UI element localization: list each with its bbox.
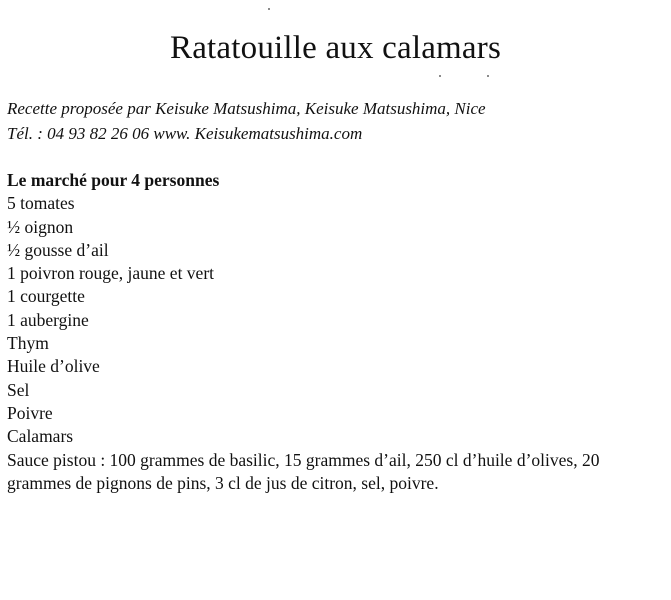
ingredient-item: 1 aubergine xyxy=(7,309,89,330)
scan-speck xyxy=(487,75,489,77)
ingredient-item: ½ gousse d’ail xyxy=(7,239,109,260)
ingredient-item: 1 courgette xyxy=(7,286,85,307)
recipe-title: Ratatouille aux calamars xyxy=(170,30,501,66)
ingredient-item: Sel xyxy=(7,379,30,400)
ingredients-heading: Le marché pour 4 personnes xyxy=(7,170,220,190)
scan-speck xyxy=(439,75,441,77)
ingredients-list xyxy=(7,192,657,495)
scan-speck xyxy=(268,8,270,10)
ingredient-item: 5 tomates xyxy=(7,193,75,214)
ingredient-item: 1 poivron rouge, jaune et vert xyxy=(7,263,215,284)
recipe-credit xyxy=(7,96,486,146)
ingredient-item: Calamars xyxy=(7,426,74,447)
ingredient-item: Poivre xyxy=(7,402,53,423)
ingredient-item: Thym xyxy=(7,333,49,354)
ingredient-item: Huile d’olive xyxy=(7,356,100,377)
ingredient-item: ½ oignon xyxy=(7,216,74,237)
credit-author-line: Recette proposée par Keisuke Matsushima, Keisuke Matsushima, Nice xyxy=(7,99,486,118)
ingredients-section xyxy=(7,169,657,495)
sauce-pistou-item: Sauce pistou : 100 grammes de basilic, 15 grammes d’ail, 250 cl d’huile d’olives, 20 grammes de pignons de pins, 3 cl de jus de citron, sel, poivre. xyxy=(7,449,600,493)
credit-contact-line: Tél. : 04 93 82 26 06 www. Keisukematsushima.com xyxy=(7,124,363,143)
